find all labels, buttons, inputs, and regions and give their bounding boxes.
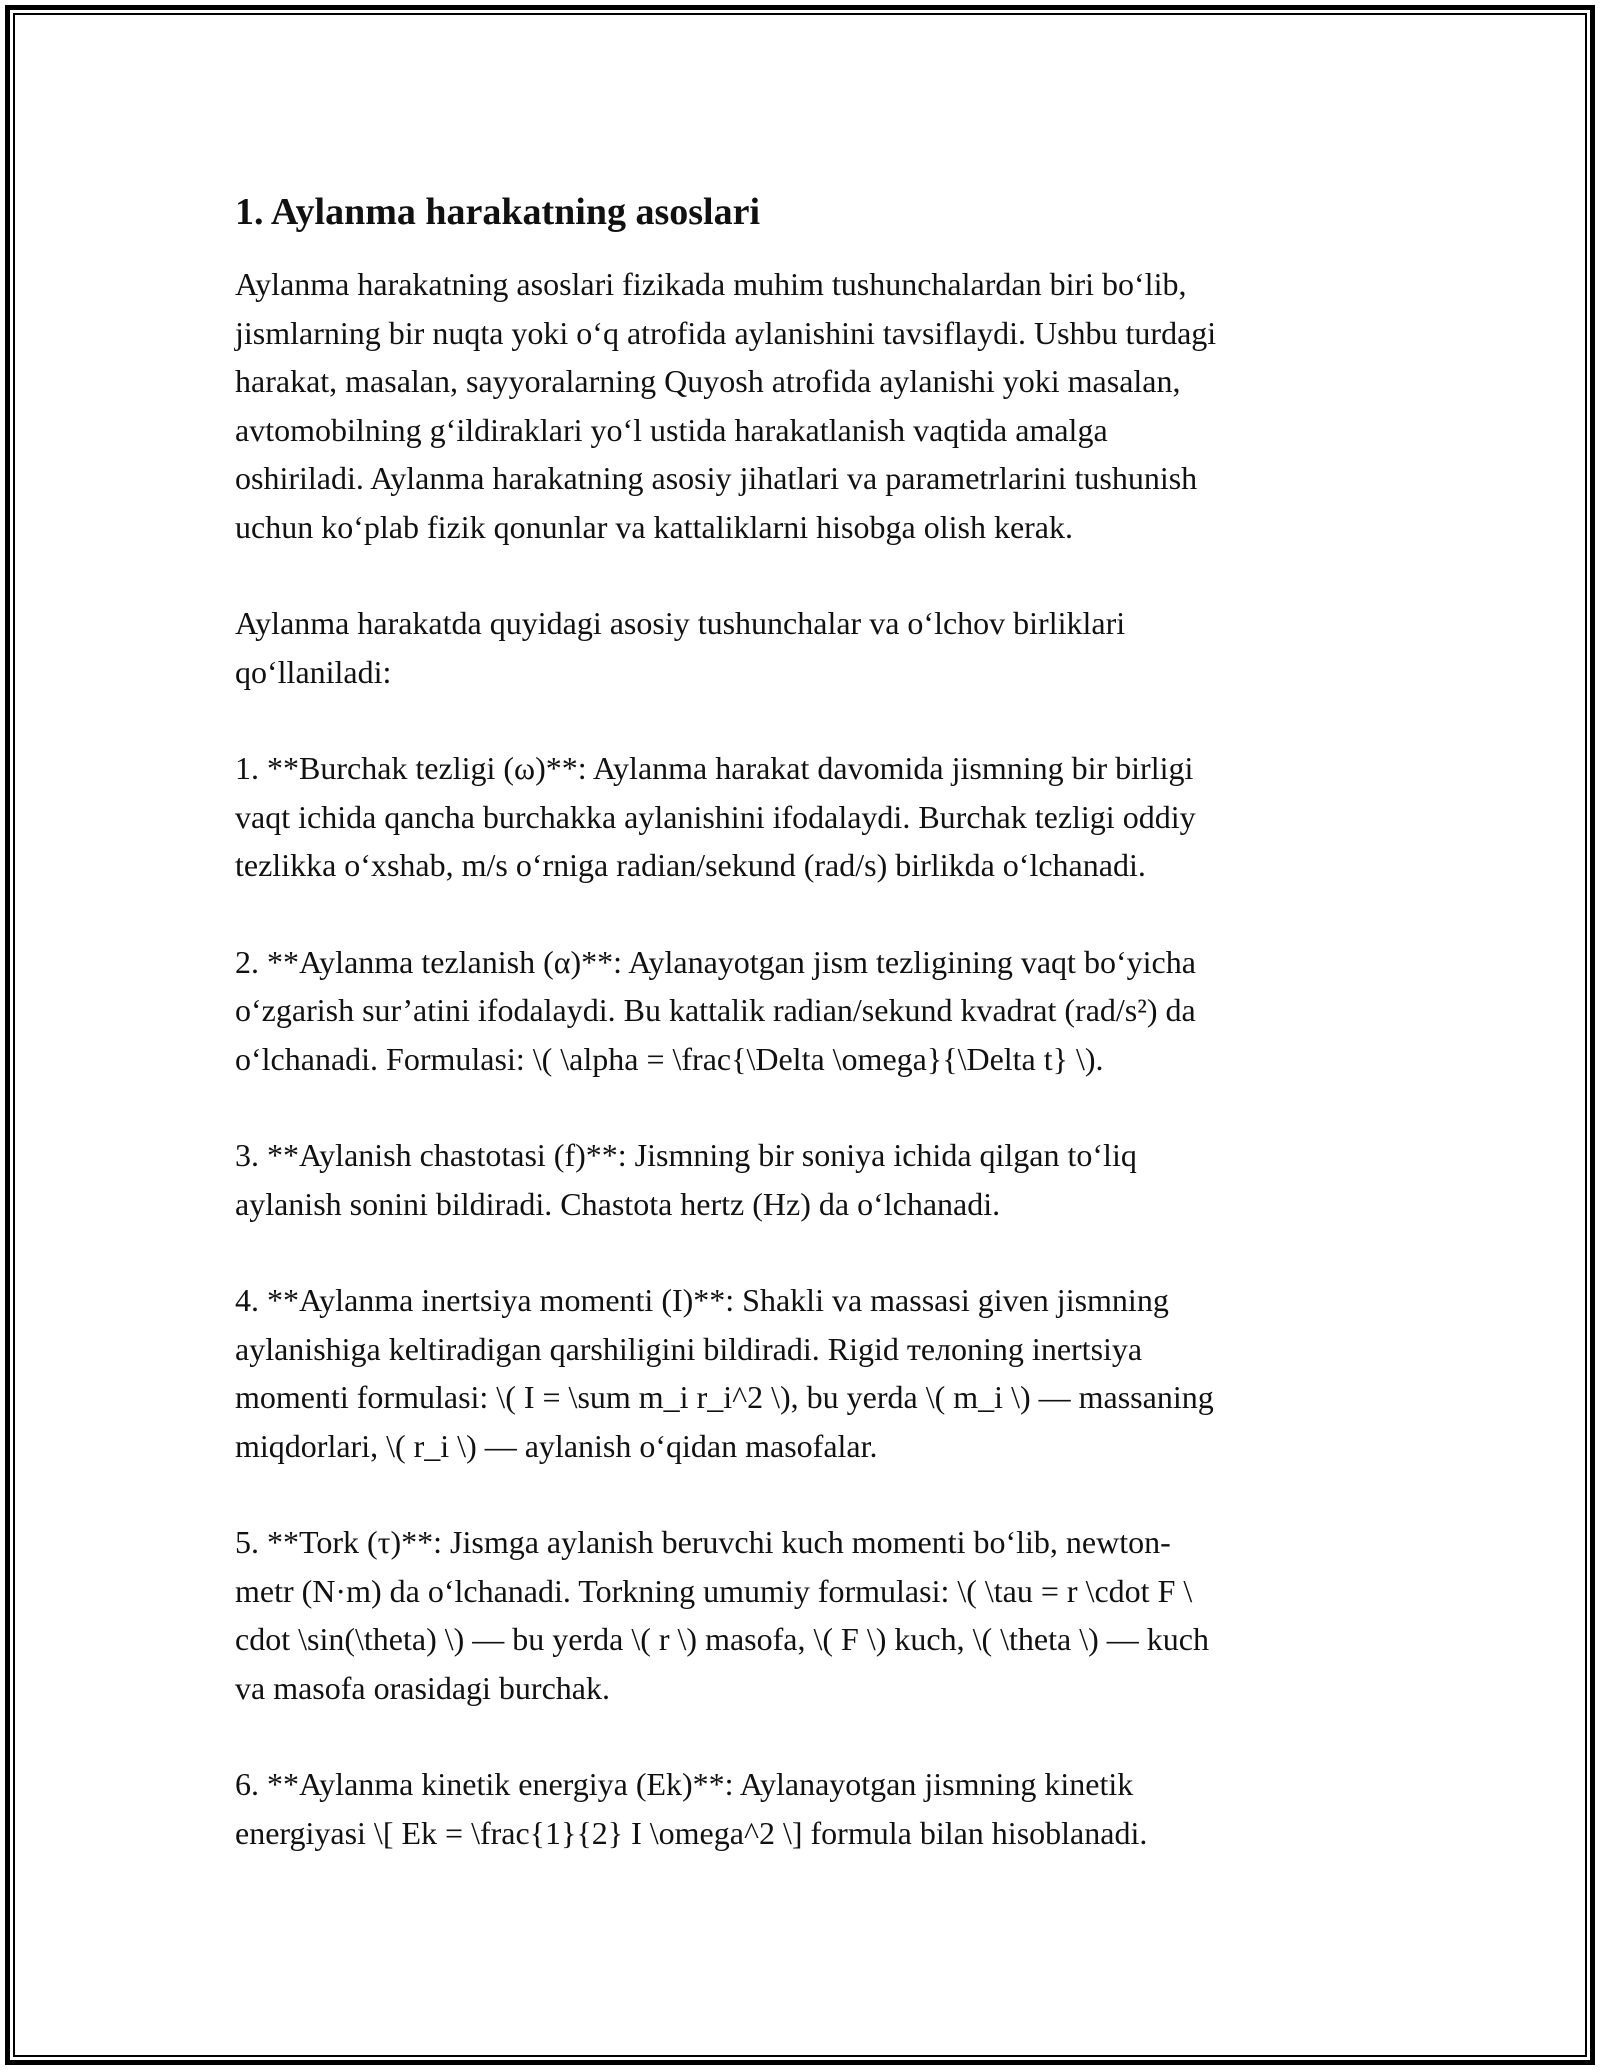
paragraph-intro: Aylanma harakatning asoslari fizikada muhim tushunchalardan biri bo‘lib, jismlarning bir nuqta yoki o‘q atrofida aylanishini tavsiflaydi. Ushbu turdagi harakat, masalan, sayyoralarning Quyosh atrofida aylanishi yoki masalan, avtomobilning g‘ildiraklari yo‘l ustida harakatlanish vaqtida amalga oshiriladi. Aylanma harakatning asosiy jihatlari va parametrlarini tushunish uchun ko‘plab fizik qonunlar va kattaliklarni hisobga olish kerak. — [235, 266, 1217, 545]
list-item-torque: 5. **Tork (τ)**: Jismga aylanish beruvchi kuch momenti bo‘lib, newton- metr (N·m) da o‘lchanadi. Torkning umumiy formulasi: \( \tau = r \cdot F \ cdot \sin(\theta) \) — bu yerda \( r \) masofa, \( F \) kuch, \( \theta \) — kuch va masofa orasidagi burchak. — [235, 1524, 1209, 1706]
paragraph-concepts-intro: Aylanma harakatda quyidagi asosiy tushunchalar va o‘lchov birliklari qo‘llaniladi: — [235, 605, 1126, 690]
list-item-rotation-frequency: 3. **Aylanish chastotasi (f)**: Jismning bir soniya ichida qilgan to‘liq aylanish sonini bildiradi. Chastota hertz (Hz) da o‘lchanadi. — [235, 1137, 1137, 1222]
document-body — [235, 186, 1365, 1905]
list-item-angular-velocity: 1. **Burchak tezligi (ω)**: Aylanma harakat davomida jismning bir birligi vaqt ichida qancha burchakka aylanishini ifodalaydi. Burchak tezligi oddiy tezlikka o‘xshab, m/s o‘rniga radian/sekund (rad/s) birlikda o‘lchanadi. — [235, 750, 1196, 883]
list-item-moment-of-inertia: 4. **Aylanma inertsiya momenti (I)**: Shakli va massasi given jismning aylanishiga keltiradigan qarshiligini bildiradi. Rigid телоning inertsiya momenti formulasi: \( I = \sum m_i r_i^2 \), bu yerda \( m_i \) — massaning miqdorlari, \( r_i \) — aylanish o‘qidan masofalar. — [235, 1282, 1214, 1464]
section-heading: 1. Aylanma harakatning asoslari — [235, 191, 761, 233]
list-item-angular-acceleration: 2. **Aylanma tezlanish (α)**: Aylanayotgan jism tezligining vaqt bo‘yicha o‘zgarish sur’atini ifodalaydi. Bu kattalik radian/sekund kvadrat (rad/s²) da o‘lchanadi. Formulasi: \( \alpha = \frac{\Delta \omega}{\Delta t} \). — [235, 943, 1196, 1077]
list-item-rotational-kinetic-energy: 6. **Aylanma kinetik energiya (Ek)**: Aylanayotgan jismning kinetik energiyasi \[ Ek = \frac{1}{2} I \omega^2 \] formula bilan hisoblanadi. — [235, 1766, 1148, 1851]
